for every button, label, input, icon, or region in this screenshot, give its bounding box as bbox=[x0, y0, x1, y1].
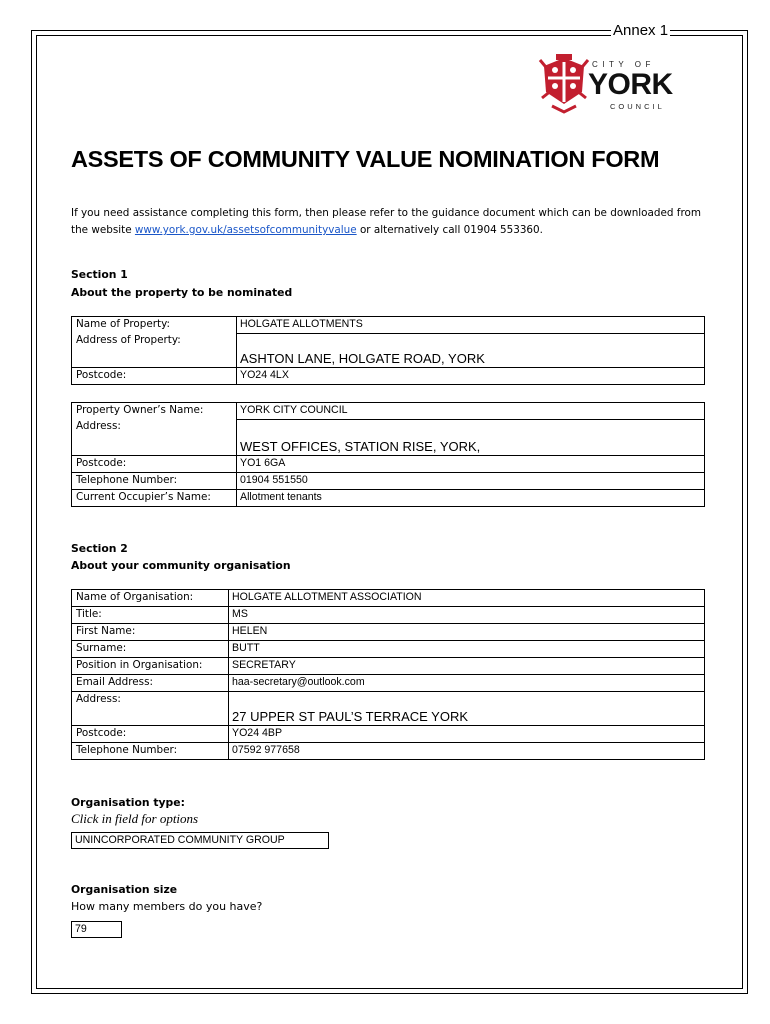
property-name-label: Name of Property: bbox=[76, 318, 170, 330]
owner-address-field[interactable]: WEST OFFICES, STATION RISE, YORK, bbox=[237, 420, 705, 456]
property-postcode-field[interactable]: YO24 4LX bbox=[237, 368, 705, 385]
org-surname-label: Surname: bbox=[72, 641, 229, 658]
org-title-field[interactable]: MS bbox=[229, 607, 705, 624]
org-position-field[interactable]: SECRETARY bbox=[229, 658, 705, 675]
org-size-heading: Organisation size bbox=[71, 883, 178, 896]
org-type-select[interactable]: UNINCORPORATED COMMUNITY GROUP bbox=[71, 832, 329, 849]
org-postcode-label: Postcode: bbox=[72, 726, 229, 743]
org-type-heading: Organisation type: bbox=[71, 796, 185, 809]
org-first-name-label: First Name: bbox=[72, 624, 229, 641]
property-name-address-labels bbox=[72, 317, 237, 368]
owner-table bbox=[71, 402, 705, 507]
annex-label: Annex 1 bbox=[613, 22, 669, 39]
property-postcode-label: Postcode: bbox=[72, 368, 237, 385]
org-name-label: Name of Organisation: bbox=[72, 590, 229, 607]
occupier-label: Current Occupier’s Name: bbox=[72, 490, 237, 507]
logo-city-of: CITY OF bbox=[592, 60, 655, 69]
org-email-field[interactable]: haa-secretary@outlook.com bbox=[229, 675, 705, 692]
org-first-name-field[interactable]: HELEN bbox=[229, 624, 705, 641]
property-address-label: Address of Property: bbox=[76, 333, 181, 346]
organisation-table bbox=[71, 589, 705, 760]
owner-phone-label: Telephone Number: bbox=[72, 473, 237, 490]
intro-text-before: If you need assistance completing this form, then please refer to the guidance document which can be downloaded from the website bbox=[71, 207, 701, 236]
section2-subheading: About your community organisation bbox=[71, 559, 291, 572]
org-phone-label: Telephone Number: bbox=[72, 743, 229, 760]
org-address-field[interactable]: 27 UPPER ST PAUL’S TERRACE YORK bbox=[229, 692, 705, 726]
property-address-field[interactable]: ASHTON LANE, HOLGATE ROAD, YORK bbox=[237, 334, 705, 368]
org-address-label: Address: bbox=[72, 692, 229, 726]
owner-postcode-field[interactable]: YO1 6GA bbox=[237, 456, 705, 473]
intro-paragraph bbox=[71, 205, 711, 239]
coat-of-arms-icon bbox=[538, 52, 590, 118]
property-name-field[interactable]: HOLGATE ALLOTMENTS bbox=[237, 317, 705, 334]
owner-address-label: Address: bbox=[76, 419, 121, 432]
section1-subheading: About the property to be nominated bbox=[71, 286, 293, 299]
section1-heading: Section 1 bbox=[71, 268, 128, 281]
member-count-field[interactable]: 79 bbox=[71, 921, 122, 938]
org-size-question: How many members do you have? bbox=[71, 900, 263, 913]
owner-name-label: Property Owner’s Name: bbox=[76, 404, 204, 416]
york-council-logo bbox=[538, 52, 690, 118]
logo-york: YORK bbox=[588, 68, 673, 101]
section2-heading: Section 2 bbox=[71, 542, 128, 555]
owner-name-field[interactable]: YORK CITY COUNCIL bbox=[237, 403, 705, 420]
org-type-hint: Click in field for options bbox=[71, 811, 199, 826]
logo-council: COUNCIL bbox=[610, 102, 665, 111]
org-title-label: Title: bbox=[72, 607, 229, 624]
occupier-field[interactable]: Allotment tenants bbox=[237, 490, 705, 507]
org-phone-field[interactable]: 07592 977658 bbox=[229, 743, 705, 760]
org-name-field[interactable]: HOLGATE ALLOTMENT ASSOCIATION bbox=[229, 590, 705, 607]
org-position-label: Position in Organisation: bbox=[72, 658, 229, 675]
owner-phone-field[interactable]: 01904 551550 bbox=[237, 473, 705, 490]
guidance-link[interactable]: www.york.gov.uk/assetsofcommunityvalue bbox=[134, 224, 357, 236]
property-table bbox=[71, 316, 705, 385]
org-surname-field[interactable]: BUTT bbox=[229, 641, 705, 658]
org-email-label: Email Address: bbox=[72, 675, 229, 692]
page-title: ASSETS OF COMMUNITY VALUE NOMINATION FORM bbox=[71, 146, 660, 172]
owner-postcode-label: Postcode: bbox=[72, 456, 237, 473]
org-postcode-field[interactable]: YO24 4BP bbox=[229, 726, 705, 743]
intro-text-after: or alternatively call 01904 553360. bbox=[356, 224, 543, 236]
owner-name-address-labels bbox=[72, 403, 237, 456]
